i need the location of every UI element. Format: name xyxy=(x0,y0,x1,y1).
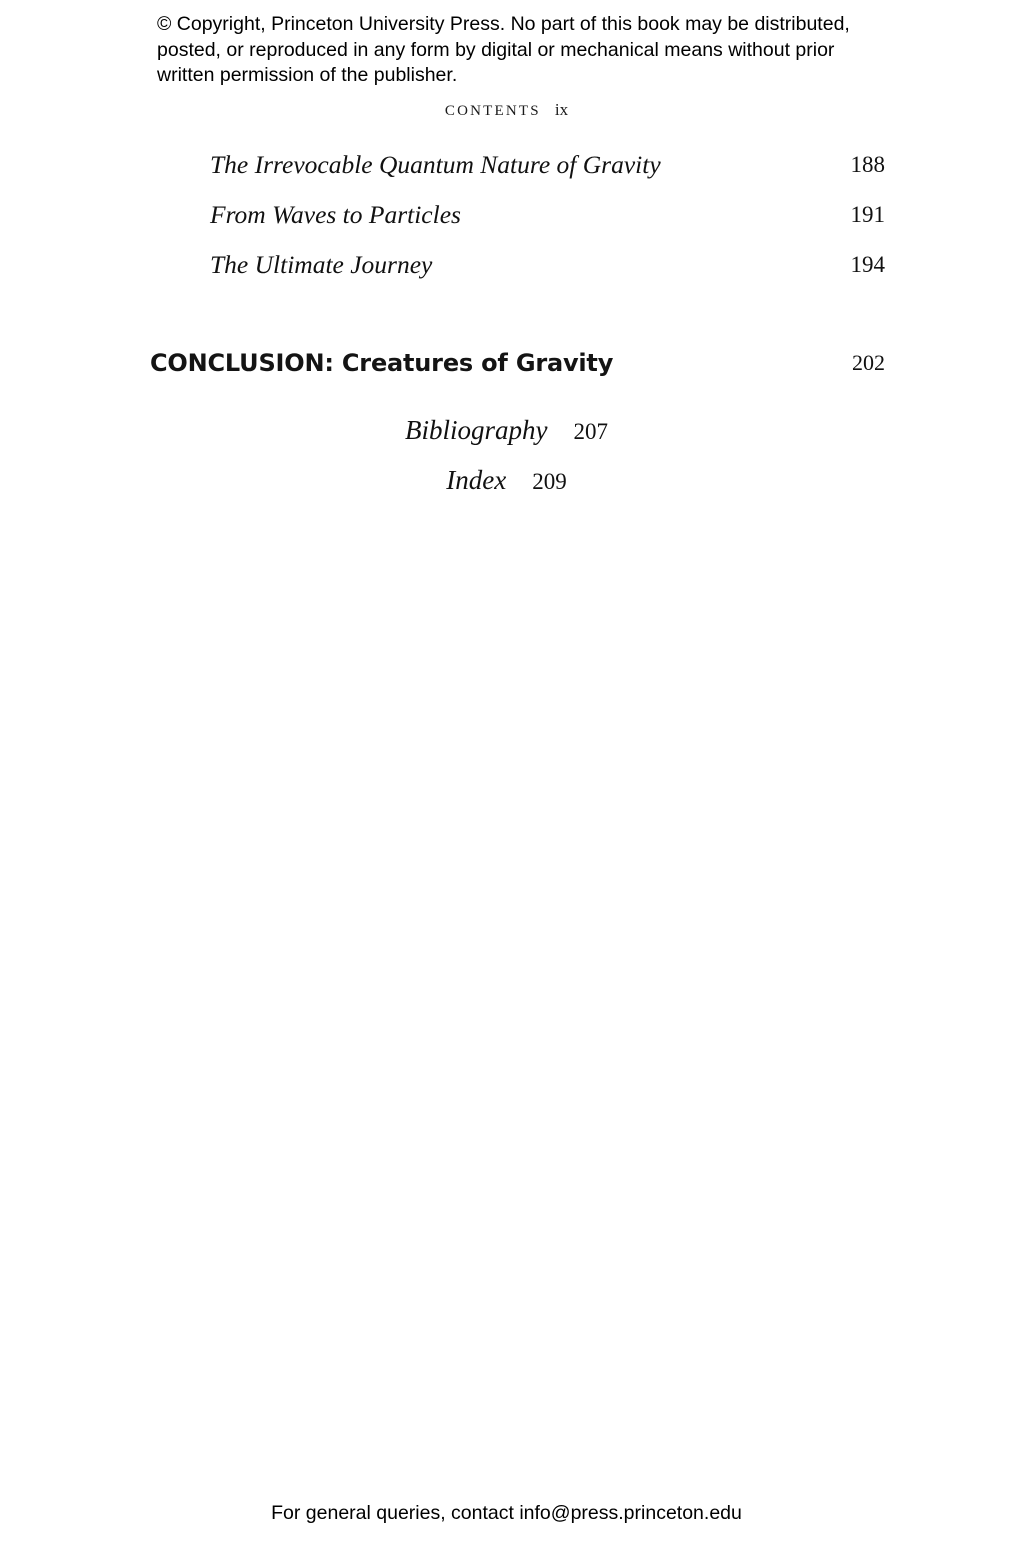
toc-entry-conclusion[interactable] xyxy=(0,341,1013,403)
table-of-contents xyxy=(0,143,1013,403)
toc-entry-title: From Waves to Particles xyxy=(210,200,461,229)
toc-entry[interactable] xyxy=(0,193,1013,243)
backmatter-entry-index[interactable] xyxy=(0,455,1013,505)
backmatter-entry-title: Index xyxy=(446,465,507,495)
toc-entry-title: The Ultimate Journey xyxy=(210,250,433,279)
backmatter-list xyxy=(0,405,1013,505)
running-head-label: CONTENTS xyxy=(444,103,541,119)
toc-entry[interactable] xyxy=(0,243,1013,293)
toc-entry-title: CONCLUSION: Creatures of Gravity xyxy=(150,349,614,377)
toc-entry-page: 202 xyxy=(852,350,885,375)
copyright-notice: © Copyright, Princeton University Press. No part of this book may be distributed, posted, or reproduced in any form by digital or mechanical means without prior written permission of the publisher. xyxy=(157,13,850,86)
backmatter-entry-page: 209 xyxy=(532,469,567,494)
toc-entry-title: The Irrevocable Quantum Nature of Gravity xyxy=(210,150,661,179)
toc-entry-page: 191 xyxy=(850,202,885,227)
toc-entry-page: 194 xyxy=(850,252,885,277)
toc-entry[interactable] xyxy=(0,143,1013,193)
backmatter-entry-title: Bibliography xyxy=(405,415,548,445)
toc-entry-page: 188 xyxy=(850,152,885,177)
backmatter-entry-bibliography[interactable] xyxy=(0,405,1013,455)
backmatter-entry-page: 207 xyxy=(573,419,608,444)
running-head xyxy=(0,100,1013,120)
footer-notice: For general queries, contact info@press.princeton.edu xyxy=(271,1502,742,1524)
page-folio: ix xyxy=(554,100,569,119)
